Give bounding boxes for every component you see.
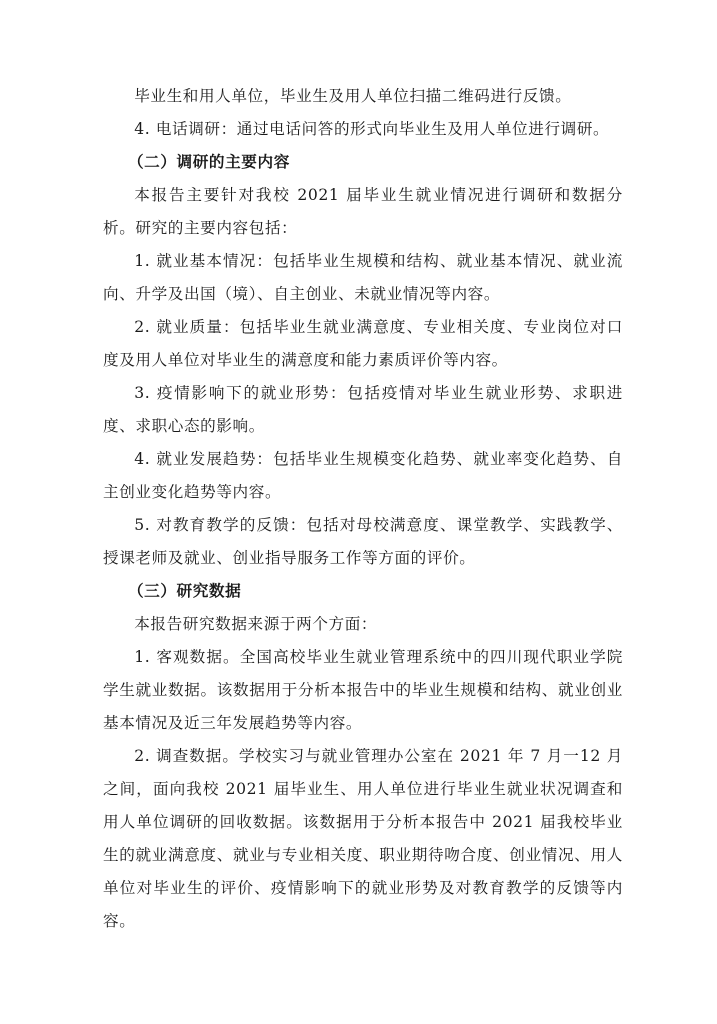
document-page bbox=[103, 80, 623, 938]
paragraph-survey-method-cont: 毕业生和用人单位，毕业生及用人单位扫描二维码进行反馈。 bbox=[134, 87, 572, 105]
section-heading-main-content: （二）调研的主要内容 bbox=[127, 153, 290, 171]
paragraph-survey-data: 2. 调查数据。学校实习与就业管理办公室在 2021 年 7 月一12 月之间，面向我校 2021 届毕业生、用人单位进行毕业生就业状况调查和用人单位调研的回收数据。该数据用于分析本报告中 2021 届我校毕业生的就业满意度、就业与专业相关度、职业期待吻合度、创业情况、用人单位对毕业生的评价、疫情影响下的就业形势及对教育教学的反馈等内容。 bbox=[103, 747, 623, 930]
paragraph-employment-quality: 2. 就业质量：包括毕业生就业满意度、专业相关度、专业岗位对口度及用人单位对毕业生的满意度和能力素质评价等内容。 bbox=[103, 318, 623, 369]
paragraph-data-sources: 本报告研究数据来源于两个方面： bbox=[134, 615, 378, 633]
paragraph-employment-basics: 1. 就业基本情况：包括毕业生规模和结构、就业基本情况、就业流向、升学及出国（境）、自主创业、未就业情况等内容。 bbox=[103, 252, 623, 303]
paragraph-pandemic-impact: 3. 疫情影响下的就业形势：包括疫情对毕业生就业形势、求职进度、求职心态的影响。 bbox=[103, 384, 623, 435]
paragraph-objective-data: 1. 客观数据。全国高校毕业生就业管理系统中的四川现代职业学院学生就业数据。该数据用于分析本报告中的毕业生规模和结构、就业创业基本情况及近三年发展趋势等内容。 bbox=[103, 648, 623, 732]
section-heading-research-data: （三）研究数据 bbox=[127, 582, 242, 600]
paragraph-phone-survey: 4. 电话调研：通过电话问答的形式向毕业生及用人单位进行调研。 bbox=[134, 120, 610, 138]
paragraph-report-intro: 本报告主要针对我校 2021 届毕业生就业情况进行调研和数据分析。研究的主要内容包括： bbox=[103, 186, 623, 237]
paragraph-education-feedback: 5. 对教育教学的反馈：包括对母校满意度、课堂教学、实践教学、授课老师及就业、创业指导服务工作等方面的评价。 bbox=[103, 516, 623, 567]
paragraph-development-trends: 4. 就业发展趋势：包括毕业生规模变化趋势、就业率变化趋势、自主创业变化趋势等内容。 bbox=[103, 450, 623, 501]
